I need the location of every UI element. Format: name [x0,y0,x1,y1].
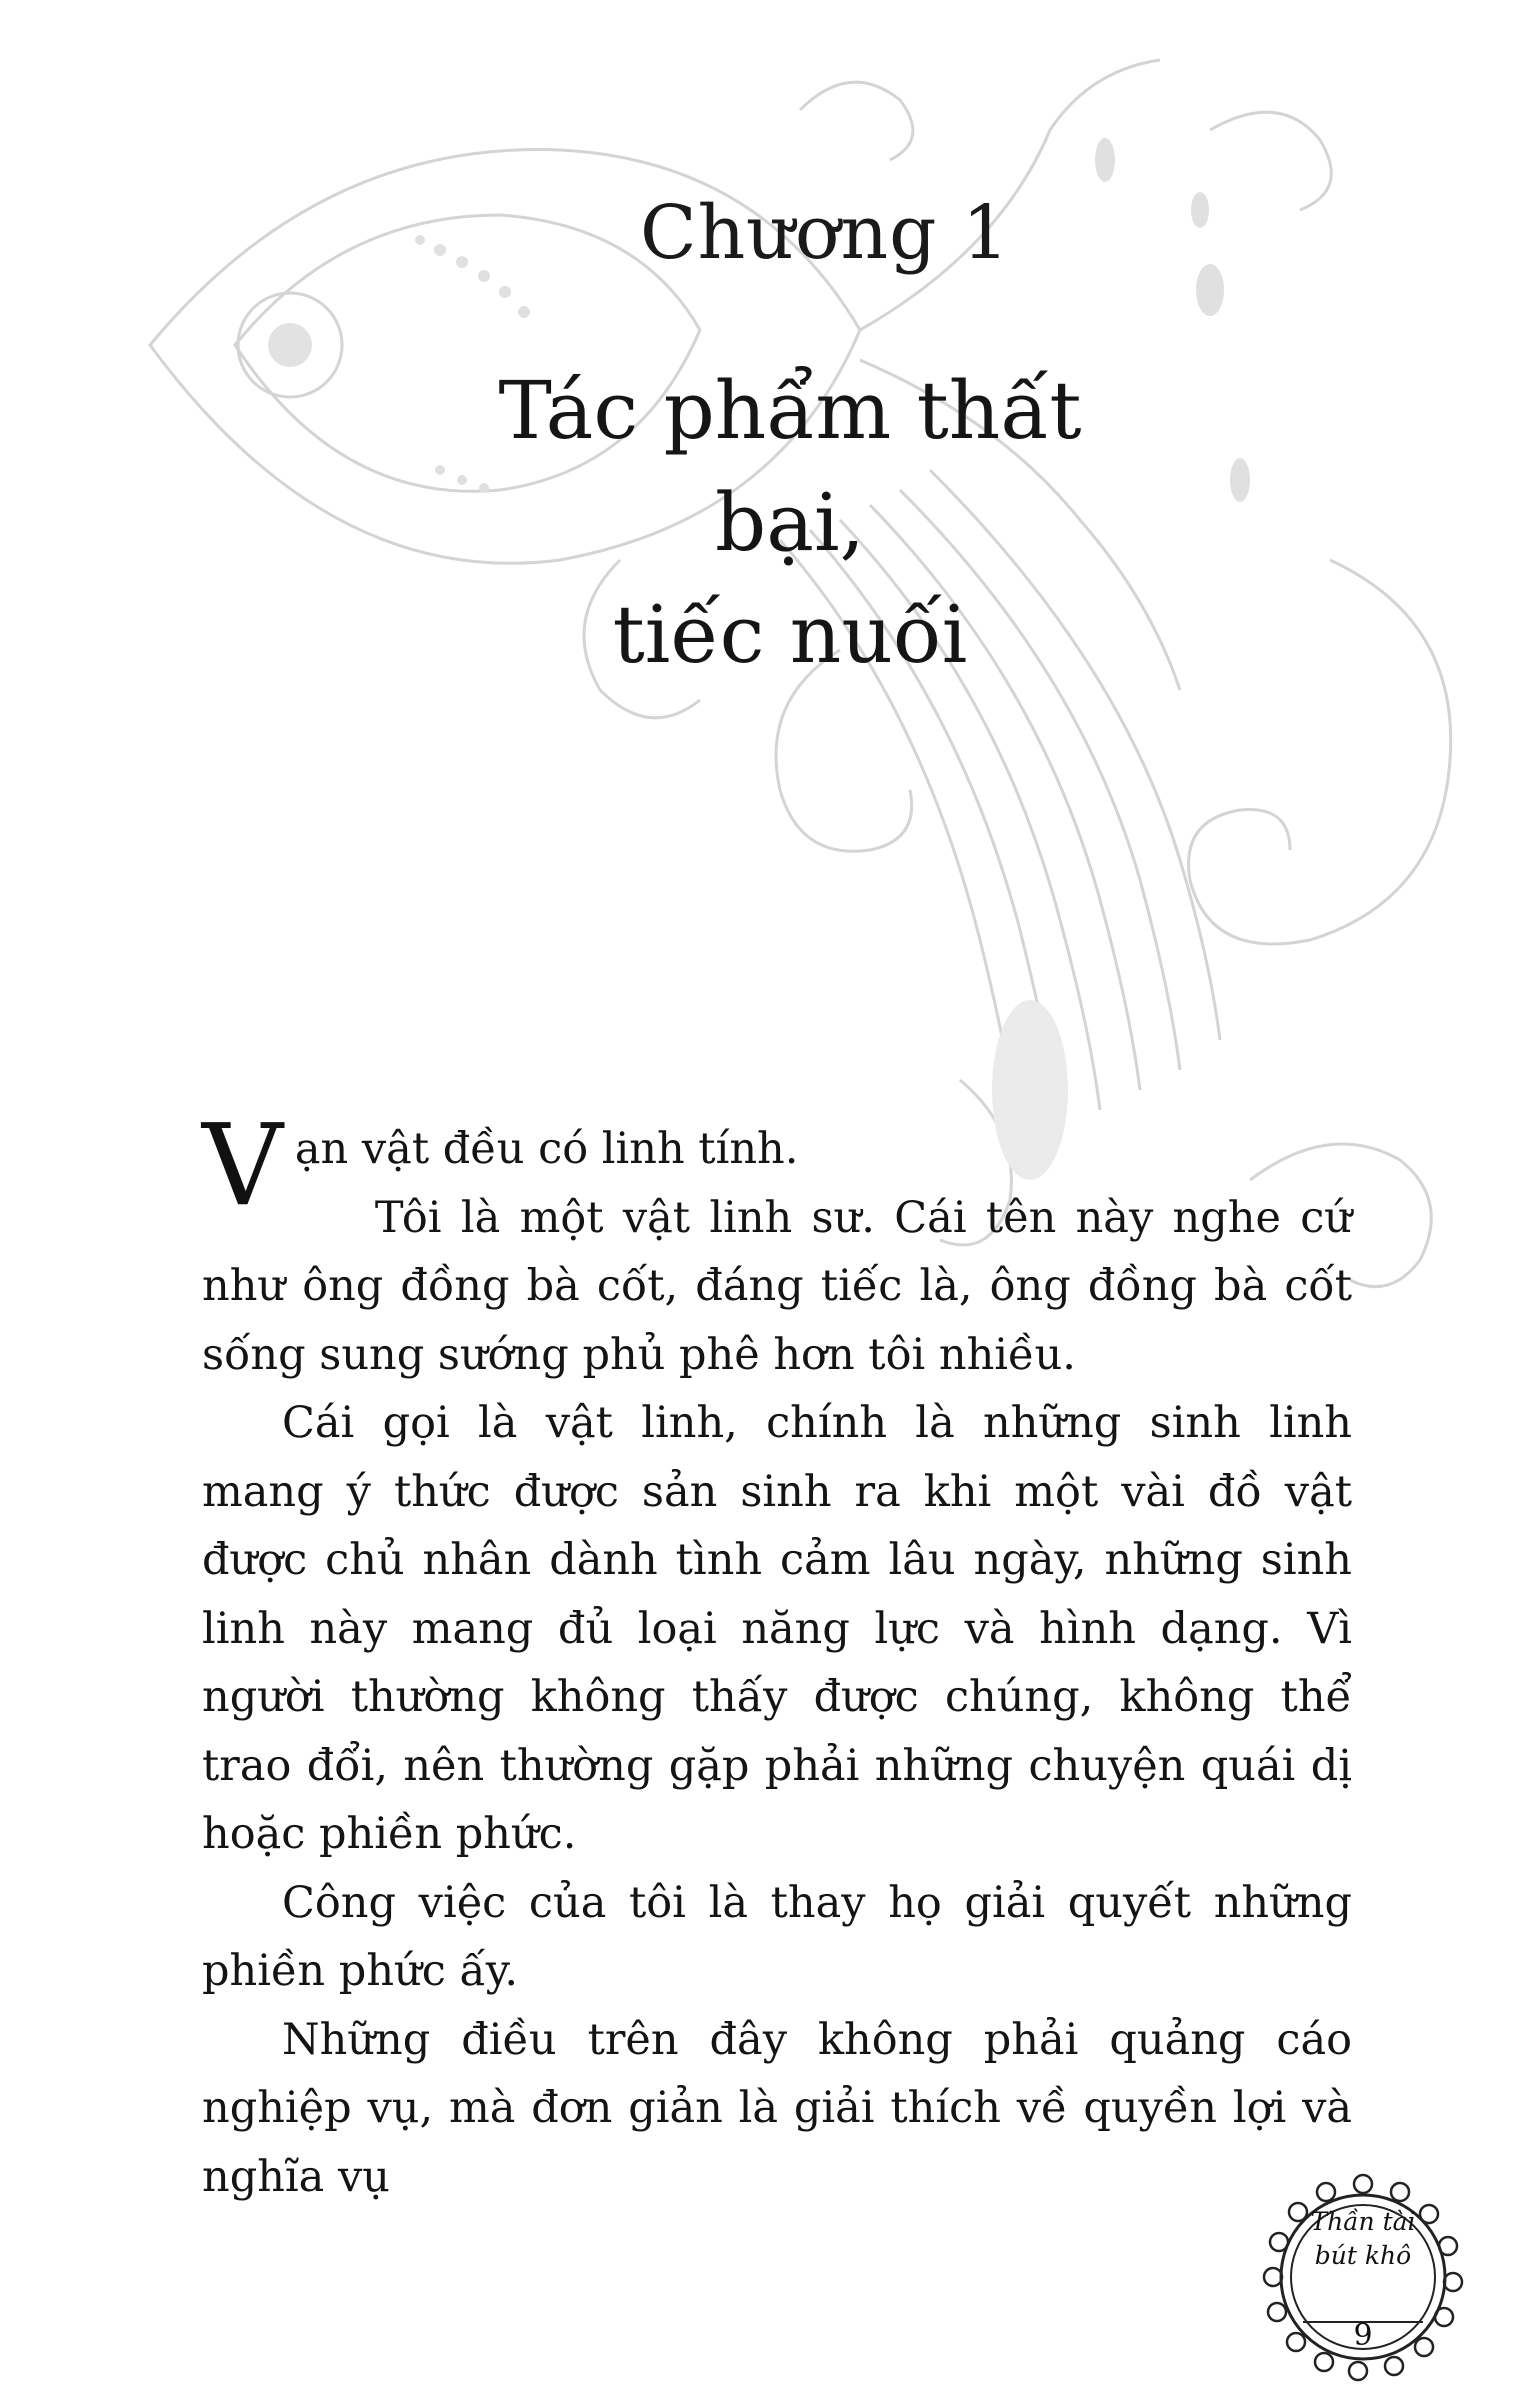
paragraph-5: Những điều trên đây không phải quảng cáo nghiệp vụ, mà đơn giản là giải thích về quyền lợi và nghĩa vụ [202,2014,1352,2202]
page-number: 9 [1353,2318,1373,2353]
chapter-label: Chương 1 [640,190,1011,276]
book-title [1288,2205,1438,2273]
drop-cap: V [202,1101,283,1231]
paragraph-1-text: ạn vật đều có linh tính. [294,1124,799,1174]
paragraph-2: Tôi là một vật linh sư. Cái tên này nghe cứ như ông đồng bà cốt, đáng tiếc là, ông đồng bà cốt sống sung sướng phủ phê hơn tôi nhiều. [202,1192,1352,1380]
chapter-title [440,355,1140,691]
chapter-title-line-1: Tác phẩm thất bại, [498,364,1082,569]
chapter-title-line-2: tiếc nuối [612,588,968,681]
paragraph-1 [202,1101,1352,1231]
body-text [202,1101,1352,2211]
page-emblem-icon [1248,2162,1478,2392]
book-title-line-2: bút khô [1314,2241,1412,2270]
paragraph-4: Công việc của tôi là thay họ giải quyết những phiền phức ấy. [202,1877,1352,1996]
paragraph-3: Cái gọi là vật linh, chính là những sinh linh mang ý thức được sản sinh ra khi một vài đồ vật được chủ nhân dành tình cảm lâu ngày, những sinh linh này mang đủ loại năng lực và hình dạng. Vì người thường không thấy được chúng, không thể trao đổi, nên thường gặp phải những chuyện quái dị hoặc phiền phức. [202,1398,1352,1859]
book-title-line-1: Thần tài [1310,2207,1416,2236]
